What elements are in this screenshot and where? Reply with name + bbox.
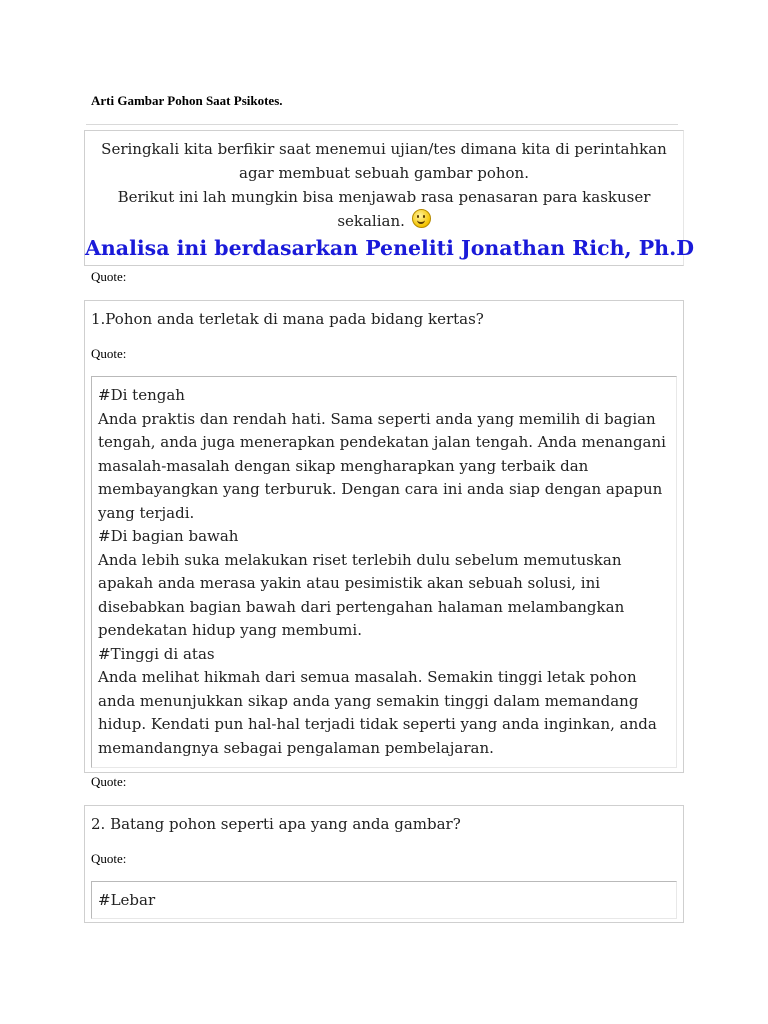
section-2-quote-label: Quote:	[91, 851, 127, 866]
section-1-quote-label: Quote:	[91, 346, 127, 361]
intro-box	[84, 130, 694, 266]
intro-headline: Analisa ini berdasarkan Peneliti Jonathan Rich, Ph.D	[85, 236, 694, 260]
section-2-heading: 2. Batang pohon seperti apa yang anda gambar?	[91, 815, 461, 833]
divider	[86, 124, 678, 125]
section-1-quote-text: #Di tengah Anda praktis dan rendah hati. Sama seperti anda yang memilih di bagian tengah, anda juga menerapkan pendekatan jalan tengah. Anda menangani masalah-masalah dengan sikap mengharapkan yang terbaik dan membayangkan yang terburuk. Dengan cara ini anda siap dengan apapun yang terjadi. #Di bagian bawah Anda lebih suka melakukan riset terlebih dulu sebelum memutuskan apakah anda merasa yakin atau pesimistik akan sebuah solusi, ini disebabkan bagian bawah dari pertengahan halaman melambangkan pendekatan hidup yang membumi. #Tinggi di atas Anda melihat hikmah dari semua masalah. Semakin tinggi letak pohon anda menunjukkan sikap anda yang semakin tinggi dalam memandang hidup. Kendati pun hal-hal terjadi tidak seperti yang anda inginkan, anda memandangnya sebagai pengalaman pembelajaran.	[98, 386, 666, 757]
section-2-quote-text: #Lebar	[98, 891, 156, 909]
section-1-box	[84, 300, 684, 773]
quote-label-2: Quote:	[91, 774, 127, 789]
quote-label-1: Quote:	[91, 269, 127, 284]
smiley-icon	[412, 209, 431, 228]
intro-line-2-text: Berikut ini lah mungkin bisa menjawab rasa penasaran para kaskuser sekalian.	[117, 188, 651, 230]
intro-line-2	[95, 185, 673, 233]
page-title: Arti Gambar Pohon Saat Psikotes.	[91, 93, 283, 108]
section-1-quote-box	[91, 376, 677, 768]
intro-line-1: Seringkali kita berfikir saat menemui ujian/tes dimana kita di perintahkan agar membuat sebuah gambar pohon.	[101, 140, 667, 182]
section-2-box	[84, 805, 684, 923]
intro-text	[95, 137, 673, 233]
section-1-heading: 1.Pohon anda terletak di mana pada bidang kertas?	[91, 310, 484, 328]
section-2-quote-box	[91, 881, 677, 919]
